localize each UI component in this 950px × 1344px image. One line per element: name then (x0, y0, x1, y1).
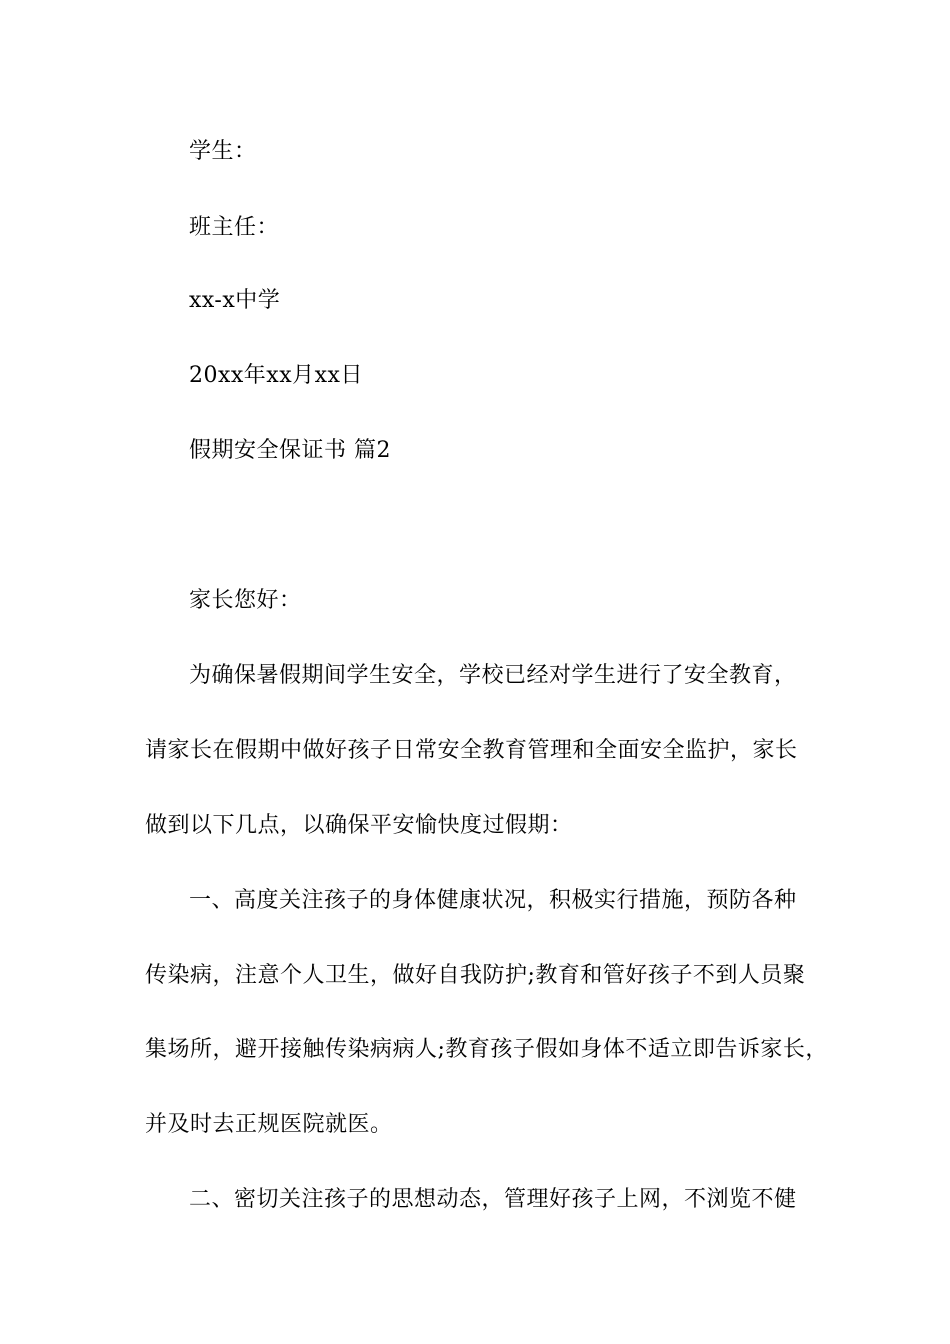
paragraph-3-line-1: 二、密切关注孩子的思想动态，管理好孩子上网，不浏览不健 (189, 1187, 797, 1212)
paragraph-2-line-1: 一、高度关注孩子的身体健康状况，积极实行措施，预防各种 (189, 888, 797, 913)
student-signature-label: 学生： (189, 139, 257, 164)
paragraph-2-line-3: 集场所，避开接触传染病病人;教育孩子假如身体不适立即告诉家长， (145, 1037, 828, 1062)
paragraph-1-line-1: 为确保暑假期间学生安全，学校已经对学生进行了安全教育， (189, 663, 797, 688)
paragraph-2-line-2: 传染病，注意个人卫生，做好自我防护;教育和管好孩子不到人员聚 (145, 963, 806, 988)
paragraph-1-line-3: 做到以下几点，以确保平安愉快度过假期： (145, 813, 573, 838)
paragraph-2-line-4: 并及时去正规医院就医。 (145, 1112, 393, 1137)
signature-date: 20xx年xx月xx日 (189, 363, 363, 388)
paragraph-1-line-2: 请家长在假期中做好孩子日常安全教育管理和全面安全监护，家长 (145, 738, 798, 763)
teacher-signature-label: 班主任： (189, 215, 280, 240)
school-name: xx-x中学 (189, 288, 281, 313)
greeting: 家长您好： (189, 588, 302, 613)
section-title: 假期安全保证书 篇2 (189, 438, 391, 463)
